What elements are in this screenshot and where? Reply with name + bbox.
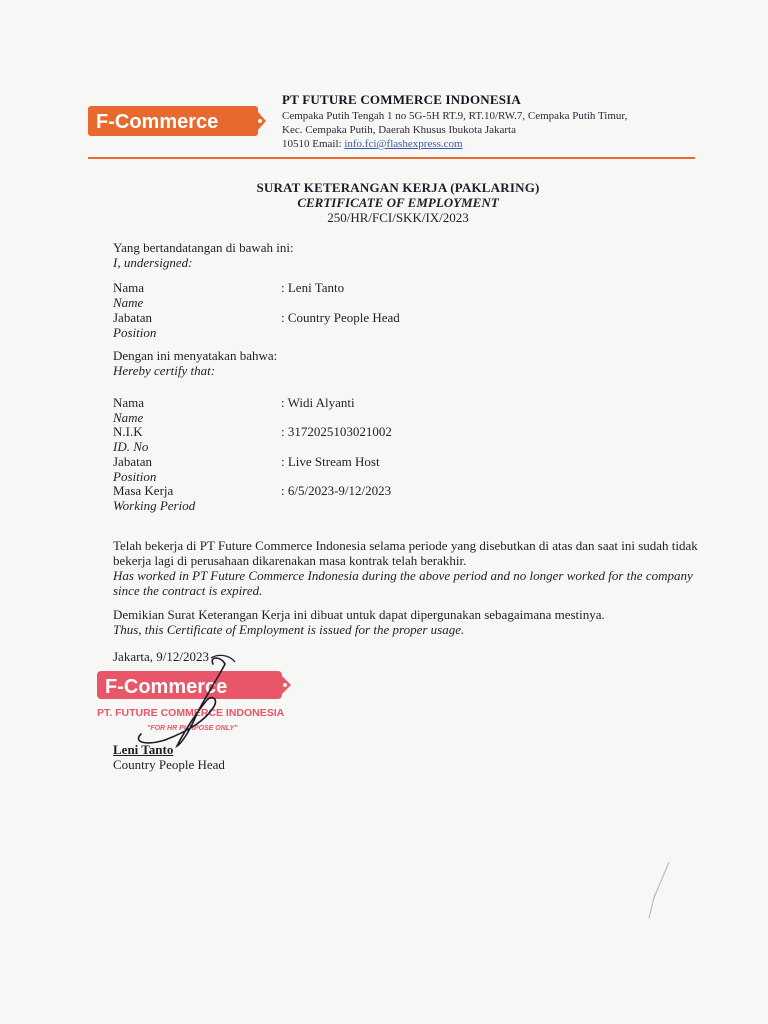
header-divider bbox=[88, 157, 695, 159]
employee-position-value: : Live Stream Host bbox=[281, 454, 380, 469]
field-label: Masa Kerja bbox=[113, 483, 174, 498]
employee-name-row bbox=[113, 395, 355, 425]
intro bbox=[113, 240, 294, 270]
intro-id: Yang bertandatangan di bawah ini: bbox=[113, 240, 294, 255]
field-label: Jabatan bbox=[113, 454, 152, 469]
employee-period-row bbox=[113, 483, 392, 513]
signatory-position-value: : Country People Head bbox=[281, 310, 400, 325]
employee-period-value: : 6/5/2023-9/12/2023 bbox=[281, 483, 392, 498]
stamp-note-text: "FOR HR PURPOSE ONLY" bbox=[147, 725, 238, 732]
email-link[interactable]: info.fci@flashexpress.com bbox=[344, 138, 463, 150]
intro-en: I, undersigned: bbox=[113, 255, 193, 270]
stamp-company-text: PT. FUTURE COMMERCE INDONESIA bbox=[97, 707, 285, 719]
closing-id: Demikian Surat Keterangan Kerja ini dibuat untuk dapat dipergunakan sebagaimana mestinya. bbox=[113, 607, 605, 622]
company-logo bbox=[88, 106, 266, 136]
field-sublabel: ID. No bbox=[113, 439, 149, 454]
place-date: Jakarta, 9/12/2023 bbox=[113, 649, 210, 664]
field-sublabel: Name bbox=[113, 295, 144, 310]
certify bbox=[113, 348, 277, 378]
signatory-name-value: : Leni Tanto bbox=[281, 280, 345, 295]
closing bbox=[113, 607, 703, 637]
field-sublabel: Position bbox=[113, 325, 157, 340]
field-sublabel: Working Period bbox=[113, 498, 196, 513]
address-line-3 bbox=[282, 137, 702, 151]
statement-id: Telah bekerja di PT Future Commerce Indonesia selama periode yang disebutkan di atas dan saat ini sudah tidak bekerja lagi di perusahaan dikarenakan masa kontrak telah berakhir. bbox=[113, 538, 698, 568]
signer-name: Leni Tanto bbox=[113, 742, 174, 757]
employee-position-row bbox=[113, 454, 380, 484]
field-label: Nama bbox=[113, 280, 145, 295]
handwritten-signature bbox=[125, 650, 245, 750]
employee-nik-row bbox=[113, 424, 392, 454]
employee-nik-value: : 3172025103021002 bbox=[281, 424, 392, 439]
field-sublabel: Name bbox=[113, 410, 144, 425]
scan-artifact-mark bbox=[645, 860, 675, 920]
logo-text: F-Commerce bbox=[96, 111, 219, 133]
document-title-english: CERTIFICATE OF EMPLOYMENT bbox=[297, 195, 499, 210]
company-name: PT FUTURE COMMERCE INDONESIA bbox=[282, 92, 522, 107]
certify-id: Dengan ini menyatakan bahwa: bbox=[113, 348, 278, 363]
statement bbox=[113, 538, 703, 598]
certify-en: Hereby certify that: bbox=[113, 363, 216, 378]
company-info bbox=[282, 93, 702, 151]
title-block bbox=[0, 180, 768, 225]
document-number: 250/HR/FCI/SKK/IX/2023 bbox=[327, 210, 469, 225]
signatory-name-row bbox=[113, 280, 345, 310]
field-label: Nama bbox=[113, 395, 145, 410]
employee-name-value: : Widi Alyanti bbox=[281, 395, 355, 410]
address-line-2: Kec. Cempaka Putih, Daerah Khusus Ibukota Jakarta bbox=[282, 124, 516, 136]
closing-en: Thus, this Certificate of Employment is issued for the proper usage. bbox=[113, 622, 465, 637]
stamp-logo-text: F-Commerce bbox=[105, 676, 228, 698]
address-postcode: 10510 Email: bbox=[282, 138, 345, 150]
signatory-position-row bbox=[113, 310, 400, 340]
address-line-1: Cempaka Putih Tengah 1 no 5G-5H RT.9, RT.10/RW.7, Cempaka Putih Timur, bbox=[282, 110, 628, 122]
document-title: SURAT KETERANGAN KERJA (PAKLARING) bbox=[256, 180, 540, 195]
statement-en: Has worked in PT Future Commerce Indonesia during the above period and no longer worked for the company since the contract is expired. bbox=[113, 568, 693, 598]
signer-title: Country People Head bbox=[113, 757, 225, 772]
field-label: N.I.K bbox=[113, 424, 143, 439]
field-label: Jabatan bbox=[113, 310, 152, 325]
field-sublabel: Position bbox=[113, 469, 157, 484]
